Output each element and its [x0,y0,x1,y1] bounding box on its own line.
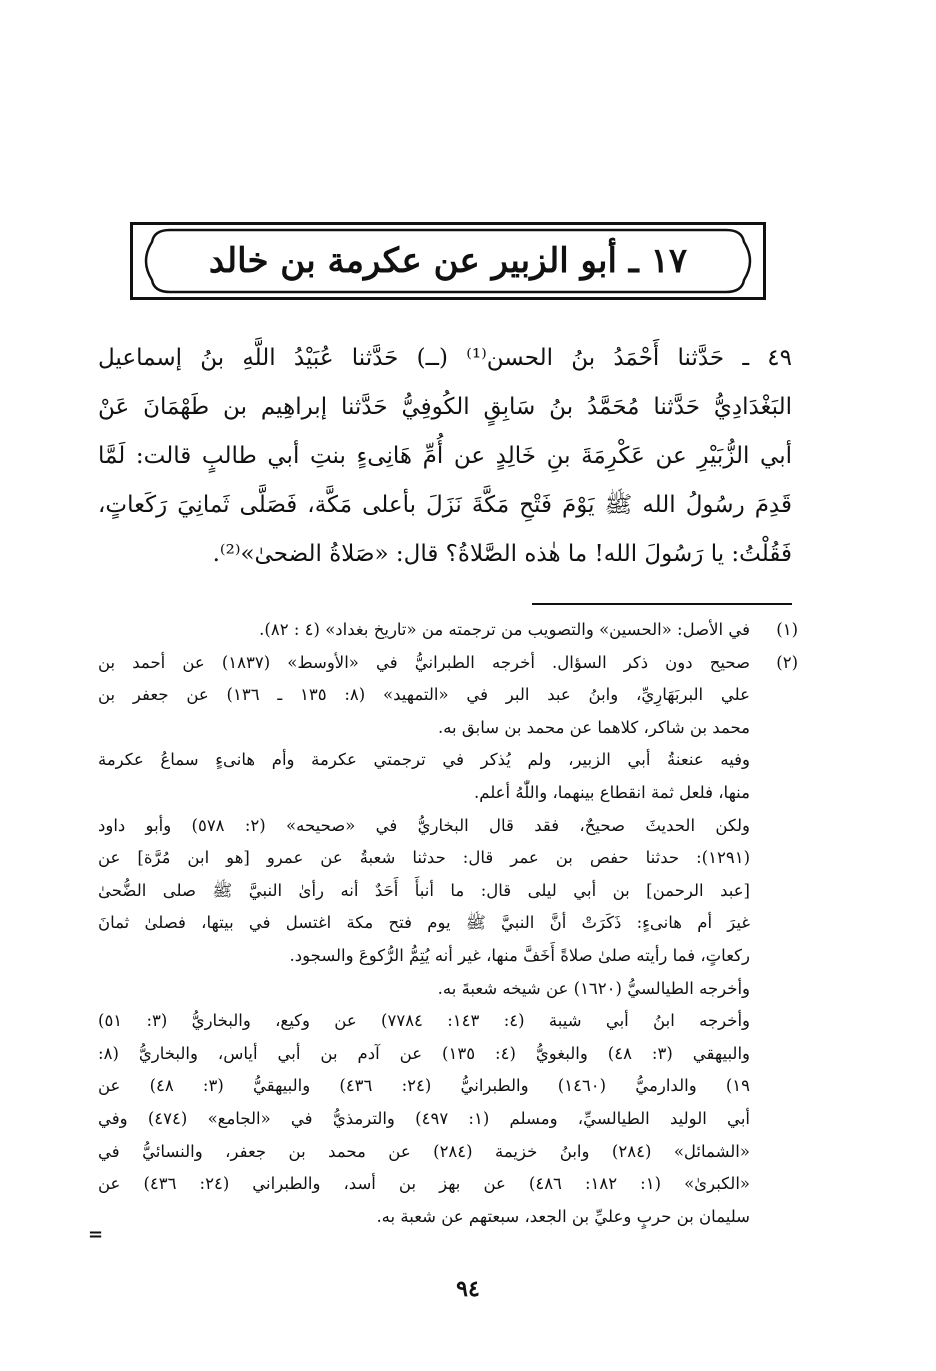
footnote-paragraph [98,973,798,1006]
chapter-title: ١٧ ـ أبو الزبير عن عكرمة بن خالد [208,241,688,281]
footnote-number: (٢) [776,652,798,672]
footnote-line: وأخرجه الطيالسيُّ (١٦٢٠) عن شيخه شعبةَ به. [437,978,750,998]
footnote-line: (١٢٩١): حدثنا حفص بن عمر قال: حدثنا شعبةُ عن عمرو [هو ابن مُرَّة] عن [98,848,750,868]
footnote-separator [532,603,792,605]
chapter-title-frame [130,222,766,300]
hadith-line: ٤٩ ـ حَدَّثنا أَحْمَدُ بنُ الحسن⁽¹⁾ (ــ) حَدَّثنا عُبَيْدُ اللَّهِ بنُ إسماعيل [98,345,792,371]
footnote-number: (١) [776,620,798,639]
footnote-line: وأخرجه ابنُ أبي شيبة (٤: ١٤٣: ٧٧٨٤) عن وكيع، والبخاريُّ (٣: ٥١) [98,1011,750,1031]
footnote-line: علي البربَهَارِيِّ، وابنُ عبد البر في «التمهيد» (٨: ١٣٥ ـ ١٣٦) عن جعفر بن [98,685,750,705]
footnote-line: والبيهقي (٣: ٤٨) والبغويُّ (٤: ١٣٥) عن آدم بن أبي أياس، والبخاريُّ (٨: [98,1043,750,1063]
hadith-text [98,334,792,579]
footnote-line: في الأصل: «الحسين» والتصويب من ترجمته من «تاريخ بغداد» (٤ : ٨٢). [259,620,750,639]
footnote-2 [98,647,798,745]
hadith-line: أبي الزُّبَيْرِ عن عَكْرِمَةَ بنِ خَالِدٍ عن أُمِّ هَانِىءٍ بنتِ أبي طالبٍ قالت: لَمَّا [98,443,792,469]
footnote-line: وفيه عنعنةُ أبي الزبير، ولم يُذكر في ترجمتي عكرمة وأم هانىءٍ سماعُ عكرمة [98,750,750,770]
footnote-paragraph [98,1005,798,1233]
continuation-mark: = [88,1224,104,1245]
footnote-line: «الشمائل» (٢٨٤) وابنُ خزيمة (٢٨٤) عن محمد بن جعفر، والنسائيُّ في [98,1141,750,1161]
footnote-paragraph [98,810,798,973]
footnotes [98,614,798,1233]
hadith-line: قَدِمَ رسُولُ الله ﷺ يَوْمَ فَتْحِ مَكَّةَ نَزَلَ بأعلى مَكَّة، فَصَلَّى ثَمانِيَ رَكَعاتٍ، [98,492,792,518]
hadith-line: فَقُلْتُ: يا رَسُولَ الله! ما هٰذه الصَّلاةُ؟ قال: «صَلاةُ الضحىٰ»⁽²⁾. [212,541,792,567]
footnote-line: سليمان بن حربٍ وعليِّ بن الجعد، سبعتهم عن شعبة به. [376,1206,750,1226]
footnote-line: ركعاتٍ، فما رأيته صلىٰ صلاةً أَخَفَّ منها، غير أنه يُتِمُّ الرُّكوعَ والسجود. [289,945,750,965]
footnote-line: ولكن الحديثَ صحيحٌ، فقد قال البخاريُّ في «صحيحه» (٢: ٥٧٨) وأبو داود [98,815,750,835]
footnote-line: [عبد الرحمن] بن أبي ليلى قال: ما أنبأَ أَحَدٌ أنه رأىٰ النبيَّ ﷺ صلى الضُّحىٰ [98,880,750,900]
footnote-paragraph [98,744,798,809]
page-number: ٩٤ [456,1276,480,1302]
footnote-line: ١٩) والدارميُّ (١٤٦٠) والطبرانيُّ (٢٤: ٤٣٦) والبيهقيُّ (٣: ٤٨) عن [98,1076,750,1096]
footnote-1 [98,614,798,647]
hadith-line: البَغْدَادِيُّ حَدَّثنا مُحَمَّدُ بنُ سَابِقٍ الكُوفِيُّ حَدَّثنا إبراهِيم بن طَهْمَانَ عَنْ [98,394,792,420]
footnote-line: محمد بن شاكر، كلاهما عن محمد بن سابق به. [437,717,750,737]
footnote-line: منها، فلعل ثمة انقطاع بينهما، واللّٰهُ أعلم. [473,782,750,802]
footnote-line: غيرَ أم هانىءٍ: ذَكَرَتْ أنَّ النبيَّ ﷺ يوم فتح مكة اغتسل في بيتها، فصلىٰ ثمانَ [98,913,750,933]
footnote-line: صحيح دون ذكر السؤال. أخرجه الطبرانيُّ في «الأوسط» (١٨٣٧) عن أحمد بن [98,652,750,672]
footnote-line: أبي الوليد الطيالسيِّ، ومسلم (١: ٤٩٧) والترمذيُّ في «الجامع» (٤٧٤) وفي [98,1108,750,1128]
footnote-line: «الكبرىٰ» (١: ١٨٢: ٤٨٦) عن بهز بن أسد، والطبراني (٢٤: ٤٣٦) عن [98,1174,750,1194]
